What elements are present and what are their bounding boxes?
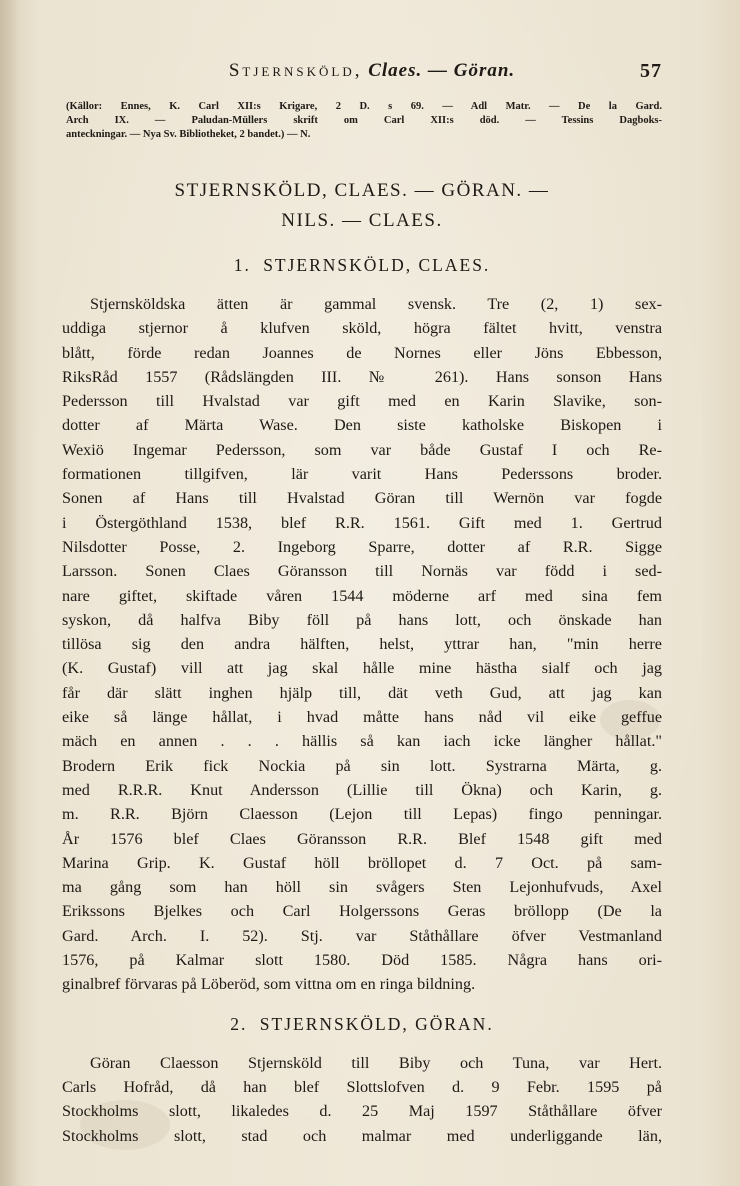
text-line: Wexiö Ingemar Pedersson, som var både Gustaf I och Re- — [62, 440, 662, 459]
page-content — [62, 60, 662, 1148]
text-line: eike så länge hållat, i hvad måtte hans nåd vil eike geffue — [62, 708, 662, 727]
text-line: nare giftet, skiftade våren 1544 möderne arf med sina fem — [62, 586, 662, 605]
sources-line: Arch IX. — Paludan-Müllers skrift om Carl XII:s död. — Tessins Dagboks- — [66, 115, 662, 126]
section-2-body — [62, 1051, 662, 1148]
section-2-heading — [62, 1011, 662, 1037]
main-heading-line: NILS. — CLAES. — [281, 210, 443, 231]
text-line: Gard. Arch. I. 52). Stj. var Ståthållare öfver Vestmanland — [62, 926, 662, 945]
page-number: 57 — [640, 60, 662, 82]
section-2-title: STJERNSKÖLD, GÖRAN. — [259, 1013, 494, 1034]
text-line: ginalbref förvaras på Löberöd, som vittna om en ringa bildning. — [62, 975, 476, 994]
text-line: Erikssons Bjelkes och Carl Holgerssons Geras bröllopp (De la — [62, 902, 662, 921]
text-line: syskon, då halfva Biby föll på hans lott, och önskade han — [62, 610, 662, 629]
text-line: formationen tillgifven, lär varit Hans Pederssons broder. — [62, 465, 662, 484]
text-line: mäch en annen . . . hällis så kan iach icke längher hållat." — [62, 732, 662, 751]
section-2-number: 2. — [230, 1013, 248, 1034]
text-line: År 1576 blef Claes Göransson R.R. Blef 1548 gift med — [62, 829, 662, 848]
section-1-title: STJERNSKÖLD, CLAES. — [263, 255, 491, 275]
running-head-names: Claes. — Göran. — [368, 60, 516, 81]
text-line: Stockholms slott, likaledes d. 25 Maj 1597 Ståthållare öfver — [62, 1102, 662, 1121]
text-line: Larsson. Sonen Claes Göransson till Nornäs var född i sed- — [62, 562, 662, 581]
text-line: Carls Hofråd, då han blef Slottslofven d. 9 Febr. 1595 på — [62, 1077, 662, 1096]
text-line: Göran Claesson Stjernsköld till Biby och Tuna, var Hert. — [90, 1053, 662, 1072]
text-line: uddiga stjernor å klufven sköld, högra fältet hvitt, venstra — [62, 319, 662, 338]
text-line: (K. Gustaf) vill att jag skal hålle mine hästha sialf och jag — [62, 659, 662, 678]
section-1-heading — [62, 252, 662, 278]
text-line: med R.R.R. Knut Andersson (Lillie till Ökna) och Karin, g. — [62, 780, 662, 799]
text-line: i Östergöthland 1538, blef R.R. 1561. Gift med 1. Gertrud — [62, 513, 662, 532]
running-head-lead: Stjernsköld, — [228, 60, 363, 81]
running-head-title — [229, 60, 515, 82]
running-head — [62, 60, 662, 100]
text-line: Pedersson till Hvalstad var gift med en Karin Slavike, son- — [62, 392, 662, 411]
section-1-number: 1. — [233, 255, 251, 275]
text-line: Stockholms slott, stad och malmar med underliggande län, — [62, 1126, 662, 1145]
text-line: dotter af Märta Wase. Den siste katholske Biskopen i — [62, 416, 662, 435]
text-line: RiksRåd 1557 (Rådslängden III. № 261). Hans sonson Hans — [62, 367, 662, 386]
sources-line: anteckningar. — Nya Sv. Bibliotheket, 2 bandet.) — N. — [66, 129, 311, 140]
text-line: 1576, på Kalmar slott 1580. Död 1585. Några hans ori- — [62, 951, 662, 970]
text-line: Stjernsköldska ätten är gammal svensk. Tre (2, 1) sex- — [90, 295, 662, 313]
text-line: Nilsdotter Posse, 2. Ingeborg Sparre, dotter af R.R. Sigge — [62, 537, 662, 556]
main-heading-line: STJERNSKÖLD, CLAES. — GÖRAN. — — [174, 180, 550, 201]
section-1-body — [62, 292, 662, 997]
sources-line: (Källor: Ennes, K. Carl XII:s Krigare, 2 D. s 69. — Adl Matr. — De la Gard. — [66, 101, 662, 112]
text-line: tillösa sig den andra hälften, helst, yttrar han, "min herre — [62, 635, 662, 654]
text-line: Brodern Erik fick Nockia på sin lott. Systrarna Märta, g. — [62, 756, 662, 775]
text-line: m. R.R. Björn Claesson (Lejon till Lepas) fingo penningar. — [62, 805, 662, 824]
main-heading — [62, 176, 662, 236]
text-line: får där slätt inghen hjälp till, dät veth Gud, att jag kan — [62, 683, 662, 702]
text-line: Sonen af Hans till Hvalstad Göran till Wernön var fogde — [62, 489, 662, 508]
page-spine-shadow — [0, 0, 18, 1186]
text-line: blått, förde redan Joannes de Nornes eller Jöns Ebbesson, — [62, 343, 662, 362]
text-line: Marina Grip. K. Gustaf höll bröllopet d. 7 Oct. på sam- — [62, 853, 662, 872]
text-line: ma gång som han höll sin svågers Sten Lejonhufvuds, Axel — [62, 878, 662, 897]
sources-note — [62, 100, 662, 142]
